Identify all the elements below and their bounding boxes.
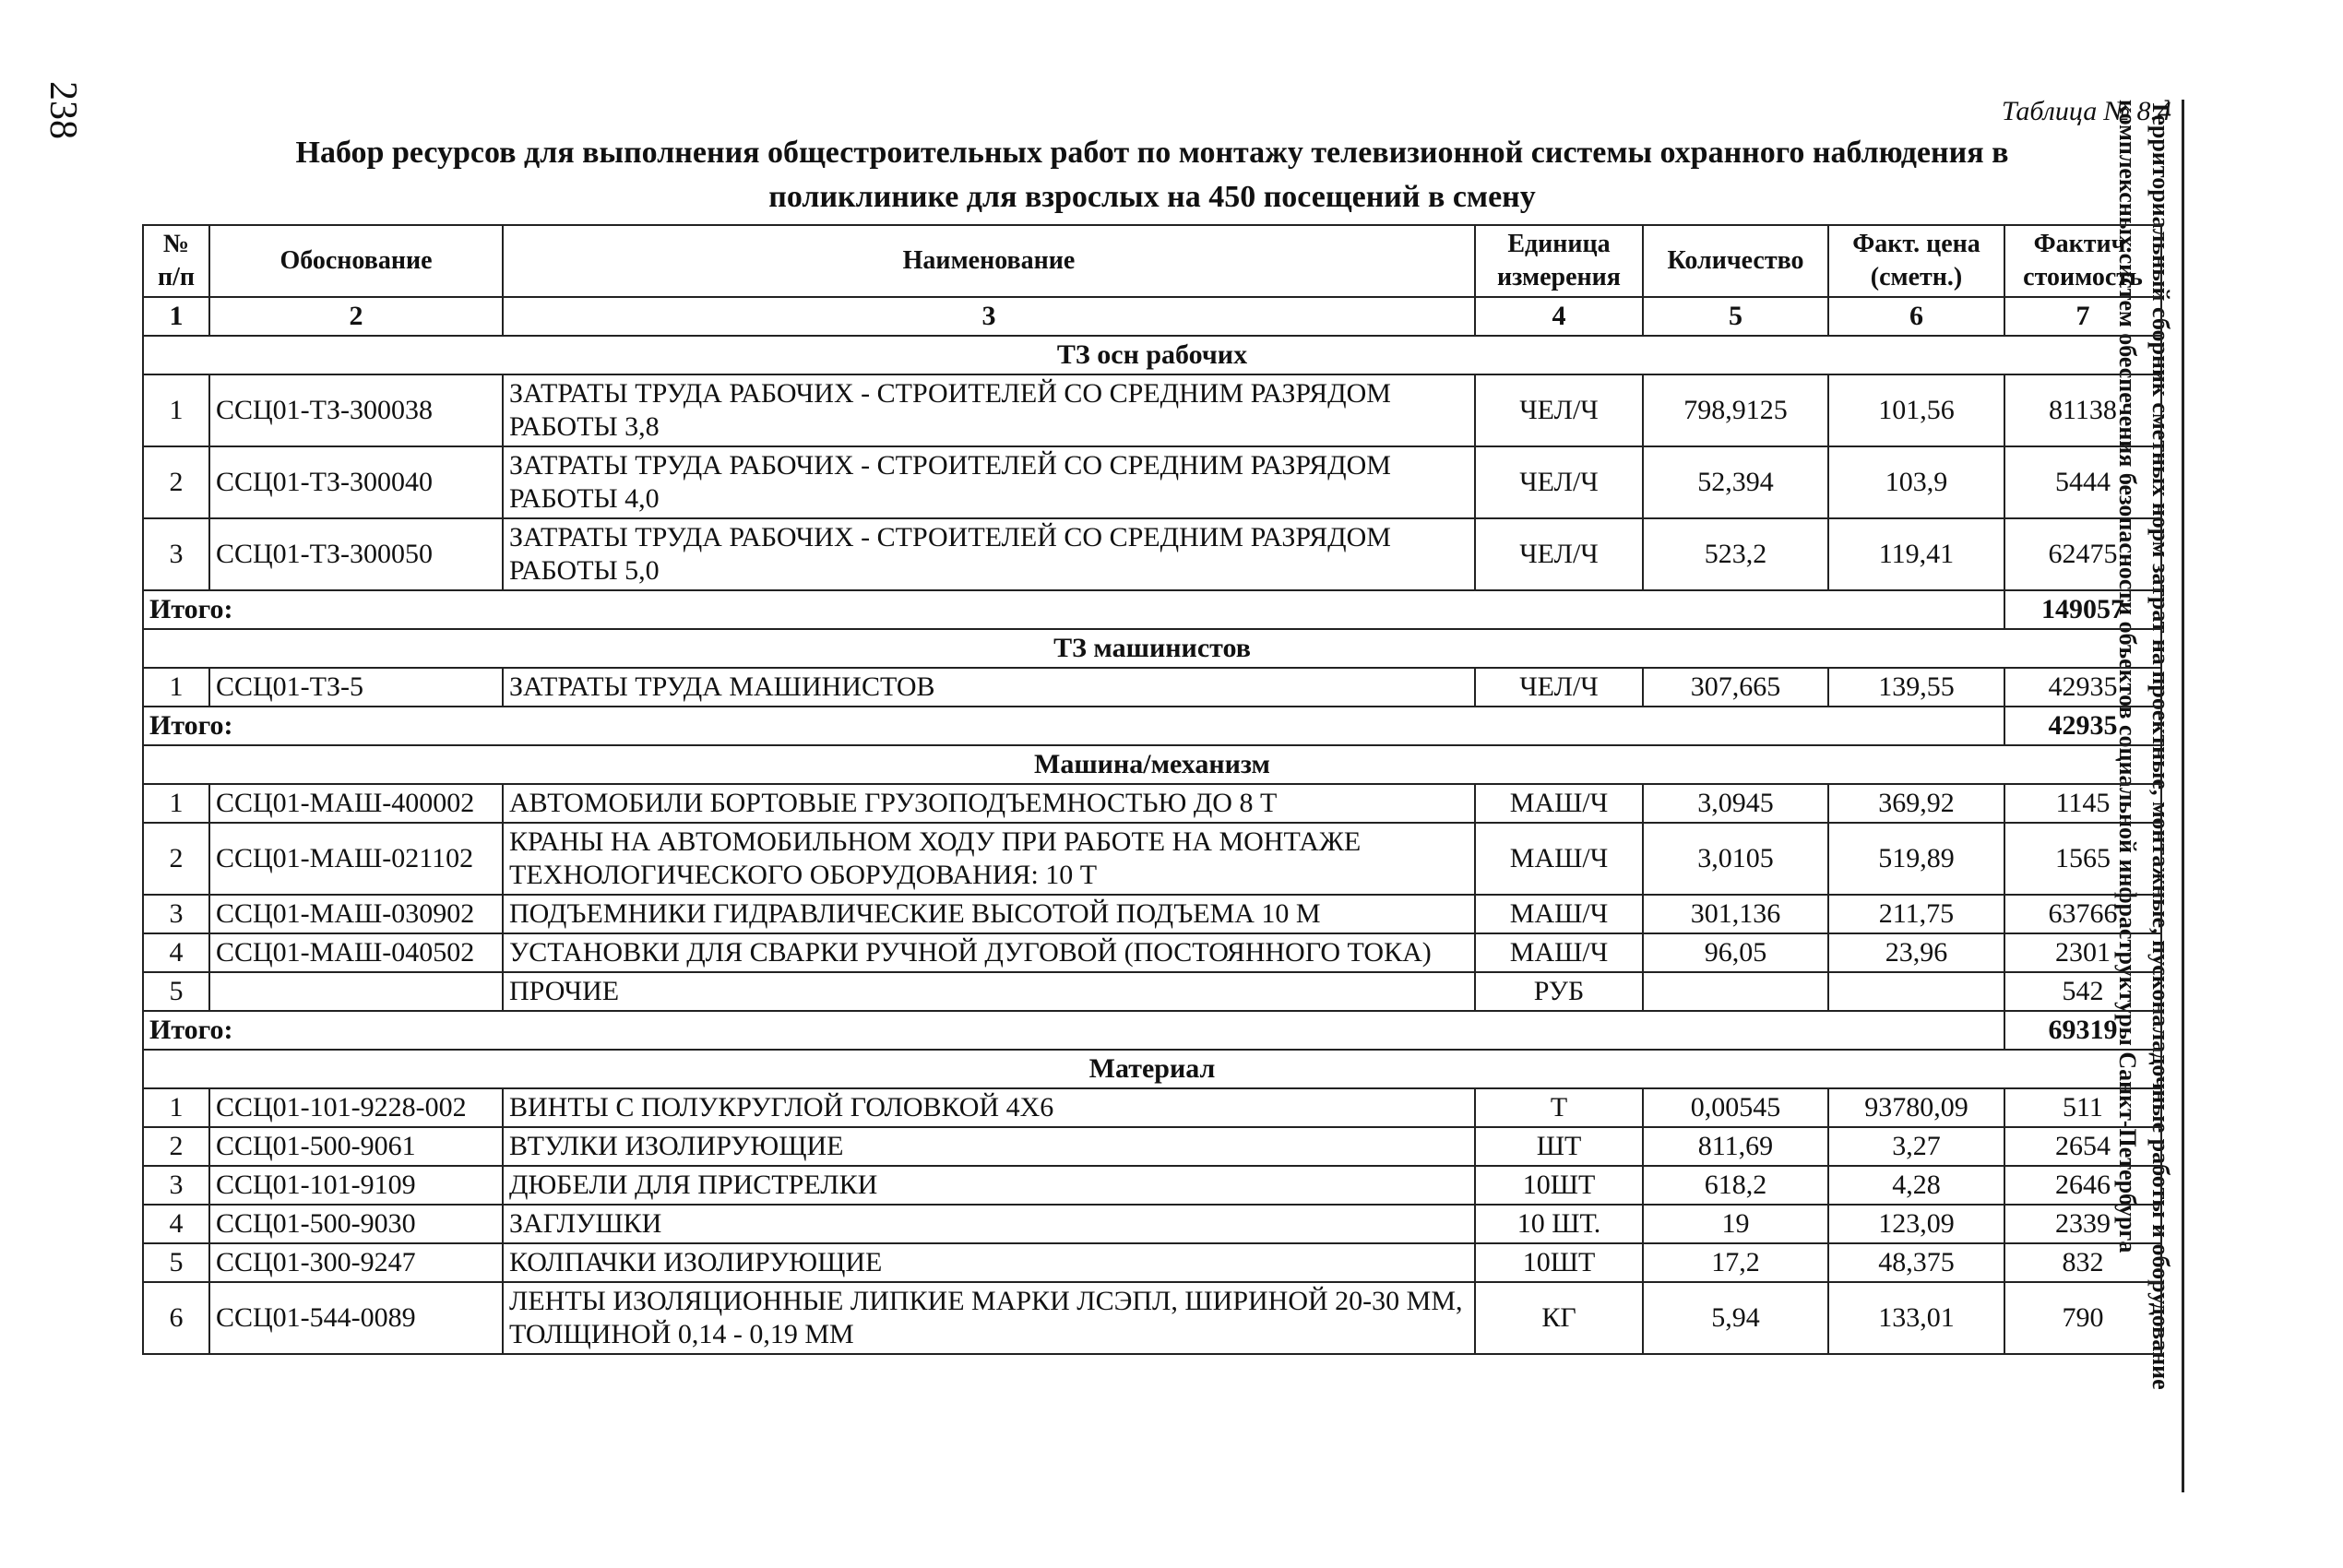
row-basis: ССЦ01-544-0089 <box>209 1282 503 1354</box>
row-price: 48,375 <box>1828 1243 2004 1282</box>
row-unit: Т <box>1475 1088 1643 1127</box>
row-quantity: 301,136 <box>1643 895 1828 933</box>
row-quantity: 3,0105 <box>1643 823 1828 895</box>
row-number: 5 <box>143 972 209 1011</box>
row-number: 3 <box>143 518 209 590</box>
row-number: 2 <box>143 823 209 895</box>
row-unit: 10ШТ <box>1475 1166 1643 1205</box>
section-title: Машина/механизм <box>143 745 2161 784</box>
row-unit: ШТ <box>1475 1127 1643 1166</box>
section-title-row <box>143 745 2161 784</box>
row-basis: ССЦ01-ТЗ-5 <box>209 668 503 707</box>
column-number: 5 <box>1643 297 1828 336</box>
section-title: Материал <box>143 1050 2161 1088</box>
row-number: 1 <box>143 784 209 823</box>
row-unit: КГ <box>1475 1282 1643 1354</box>
row-quantity: 52,394 <box>1643 446 1828 518</box>
table-row <box>143 784 2161 823</box>
margin-rule <box>2182 100 2184 1492</box>
header-cost: Фактич. стоимость <box>2004 225 2161 297</box>
row-name: АВТОМОБИЛИ БОРТОВЫЕ ГРУЗОПОДЪЕМНОСТЬЮ ДО 8 Т <box>503 784 1475 823</box>
header-num: № п/п <box>143 225 209 297</box>
row-cost: 542 <box>2004 972 2161 1011</box>
row-number: 1 <box>143 1088 209 1127</box>
section-title: ТЗ машинистов <box>143 629 2161 668</box>
section-title-row <box>143 336 2161 374</box>
column-number: 3 <box>503 297 1475 336</box>
row-quantity: 19 <box>1643 1205 1828 1243</box>
row-quantity: 523,2 <box>1643 518 1828 590</box>
row-cost: 790 <box>2004 1282 2161 1354</box>
total-label: Итого: <box>143 1011 2004 1050</box>
total-row <box>143 590 2161 629</box>
row-quantity: 5,94 <box>1643 1282 1828 1354</box>
table-row <box>143 823 2161 895</box>
row-number: 3 <box>143 895 209 933</box>
row-unit: ЧЕЛ/Ч <box>1475 446 1643 518</box>
row-price: 93780,09 <box>1828 1088 2004 1127</box>
total-row <box>143 707 2161 745</box>
total-row <box>143 1011 2161 1050</box>
row-basis: ССЦ01-МАШ-030902 <box>209 895 503 933</box>
table-row <box>143 1205 2161 1243</box>
row-number: 1 <box>143 374 209 446</box>
running-head-line-1: Территориальный сборник сметных норм затрат на проектные, монтажные, пусконаладочные работы и оборудование <box>2147 100 2174 1390</box>
row-name: ЗАГЛУШКИ <box>503 1205 1475 1243</box>
row-cost: 1145 <box>2004 784 2161 823</box>
row-unit: ЧЕЛ/Ч <box>1475 518 1643 590</box>
row-price: 139,55 <box>1828 668 2004 707</box>
row-cost: 2339 <box>2004 1205 2161 1243</box>
table-label: Таблица № 8.4 <box>2001 96 2171 126</box>
row-price: 3,27 <box>1828 1127 2004 1166</box>
row-basis: ССЦ01-ТЗ-300038 <box>209 374 503 446</box>
row-name: КРАНЫ НА АВТОМОБИЛЬНОМ ХОДУ ПРИ РАБОТЕ НА МОНТАЖЕ ТЕХНОЛОГИЧЕСКОГО ОБОРУДОВАНИЯ: 10 Т <box>503 823 1475 895</box>
row-cost: 42935 <box>2004 668 2161 707</box>
page-number: 238 <box>42 81 84 139</box>
row-quantity: 811,69 <box>1643 1127 1828 1166</box>
table-row <box>143 446 2161 518</box>
table-row <box>143 933 2161 972</box>
row-quantity: 96,05 <box>1643 933 1828 972</box>
row-cost: 832 <box>2004 1243 2161 1282</box>
row-price: 211,75 <box>1828 895 2004 933</box>
table-row <box>143 1166 2161 1205</box>
column-number: 1 <box>143 297 209 336</box>
header-basis: Обоснование <box>209 225 503 297</box>
column-number: 6 <box>1828 297 2004 336</box>
row-cost: 63766 <box>2004 895 2161 933</box>
table-row <box>143 1243 2161 1282</box>
row-basis: ССЦ01-ТЗ-300050 <box>209 518 503 590</box>
column-number: 4 <box>1475 297 1643 336</box>
row-unit: РУБ <box>1475 972 1643 1011</box>
header-qty: Количество <box>1643 225 1828 297</box>
total-value: 42935 <box>2004 707 2161 745</box>
row-name: ПОДЪЕМНИКИ ГИДРАВЛИЧЕСКИЕ ВЫСОТОЙ ПОДЪЕМА 10 М <box>503 895 1475 933</box>
row-unit: ЧЕЛ/Ч <box>1475 374 1643 446</box>
row-basis: ССЦ01-МАШ-021102 <box>209 823 503 895</box>
row-basis: ССЦ01-МАШ-400002 <box>209 784 503 823</box>
total-label: Итого: <box>143 707 2004 745</box>
total-value: 69319 <box>2004 1011 2161 1050</box>
row-name: ПРОЧИЕ <box>503 972 1475 1011</box>
row-quantity: 17,2 <box>1643 1243 1828 1282</box>
table-row <box>143 895 2161 933</box>
table-body <box>143 336 2161 1354</box>
row-name: ВИНТЫ С ПОЛУКРУГЛОЙ ГОЛОВКОЙ 4Х6 <box>503 1088 1475 1127</box>
table-row <box>143 1127 2161 1166</box>
row-number: 4 <box>143 933 209 972</box>
column-number: 7 <box>2004 297 2161 336</box>
running-head-line-2: комплексных систем обеспечения безопасности объектов социальной инфраструктуры Санкт-Петербурга <box>2114 100 2141 1253</box>
row-name: УСТАНОВКИ ДЛЯ СВАРКИ РУЧНОЙ ДУГОВОЙ (ПОСТОЯННОГО ТОКА) <box>503 933 1475 972</box>
row-quantity <box>1643 972 1828 1011</box>
row-cost: 62475 <box>2004 518 2161 590</box>
row-unit: МАШ/Ч <box>1475 784 1643 823</box>
row-quantity: 618,2 <box>1643 1166 1828 1205</box>
row-price: 101,56 <box>1828 374 2004 446</box>
row-price: 23,96 <box>1828 933 2004 972</box>
row-price: 519,89 <box>1828 823 2004 895</box>
row-name: ЗАТРАТЫ ТРУДА РАБОЧИХ - СТРОИТЕЛЕЙ СО СРЕДНИМ РАЗРЯДОМ РАБОТЫ 4,0 <box>503 446 1475 518</box>
row-price: 133,01 <box>1828 1282 2004 1354</box>
row-basis: ССЦ01-МАШ-040502 <box>209 933 503 972</box>
row-basis: ССЦ01-101-9109 <box>209 1166 503 1205</box>
header-row <box>143 225 2161 297</box>
title-line-2: поликлинике для взрослых на 450 посещений в смену <box>768 180 1536 214</box>
row-name: ЗАТРАТЫ ТРУДА РАБОЧИХ - СТРОИТЕЛЕЙ СО СРЕДНИМ РАЗРЯДОМ РАБОТЫ 3,8 <box>503 374 1475 446</box>
header-price: Факт. цена (сметн.) <box>1828 225 2004 297</box>
row-unit: МАШ/Ч <box>1475 823 1643 895</box>
row-cost: 511 <box>2004 1088 2161 1127</box>
row-name: ВТУЛКИ ИЗОЛИРУЮЩИЕ <box>503 1127 1475 1166</box>
column-number-row <box>143 297 2161 336</box>
row-name: ЗАТРАТЫ ТРУДА МАШИНИСТОВ <box>503 668 1475 707</box>
row-basis: ССЦ01-300-9247 <box>209 1243 503 1282</box>
section-title-row <box>143 1050 2161 1088</box>
row-price: 119,41 <box>1828 518 2004 590</box>
row-unit: ЧЕЛ/Ч <box>1475 668 1643 707</box>
row-name: ЗАТРАТЫ ТРУДА РАБОЧИХ - СТРОИТЕЛЕЙ СО СРЕДНИМ РАЗРЯДОМ РАБОТЫ 5,0 <box>503 518 1475 590</box>
row-price: 4,28 <box>1828 1166 2004 1205</box>
row-cost: 2646 <box>2004 1166 2161 1205</box>
title-line-1: Набор ресурсов для выполнения общестроительных работ по монтажу телевизионной системы охранного наблюдения в <box>295 136 2009 170</box>
row-number: 4 <box>143 1205 209 1243</box>
row-unit: 10 ШТ. <box>1475 1205 1643 1243</box>
resources-table <box>142 224 2162 1355</box>
table-row <box>143 972 2161 1011</box>
row-basis: ССЦ01-ТЗ-300040 <box>209 446 503 518</box>
row-quantity: 0,00545 <box>1643 1088 1828 1127</box>
row-name: КОЛПАЧКИ ИЗОЛИРУЮЩИЕ <box>503 1243 1475 1282</box>
table-row <box>143 1088 2161 1127</box>
row-unit: МАШ/Ч <box>1475 933 1643 972</box>
page-title <box>142 131 2162 220</box>
row-basis: ССЦ01-101-9228-002 <box>209 1088 503 1127</box>
column-number: 2 <box>209 297 503 336</box>
row-basis: ССЦ01-500-9030 <box>209 1205 503 1243</box>
row-unit: 10ШТ <box>1475 1243 1643 1282</box>
row-cost: 81138 <box>2004 374 2161 446</box>
row-quantity: 798,9125 <box>1643 374 1828 446</box>
table-row <box>143 1282 2161 1354</box>
total-value: 149057 <box>2004 590 2161 629</box>
row-price: 123,09 <box>1828 1205 2004 1243</box>
row-basis: ССЦ01-500-9061 <box>209 1127 503 1166</box>
section-title: ТЗ осн рабочих <box>143 336 2161 374</box>
row-price <box>1828 972 2004 1011</box>
row-basis <box>209 972 503 1011</box>
row-cost: 1565 <box>2004 823 2161 895</box>
row-price: 103,9 <box>1828 446 2004 518</box>
row-number: 2 <box>143 446 209 518</box>
row-cost: 5444 <box>2004 446 2161 518</box>
section-title-row <box>143 629 2161 668</box>
row-name: ДЮБЕЛИ ДЛЯ ПРИСТРЕЛКИ <box>503 1166 1475 1205</box>
header-name: Наименование <box>503 225 1475 297</box>
row-number: 1 <box>143 668 209 707</box>
row-price: 369,92 <box>1828 784 2004 823</box>
row-number: 5 <box>143 1243 209 1282</box>
row-quantity: 3,0945 <box>1643 784 1828 823</box>
row-name: ЛЕНТЫ ИЗОЛЯЦИОННЫЕ ЛИПКИЕ МАРКИ ЛСЭПЛ, ШИРИНОЙ 20-30 ММ, ТОЛЩИНОЙ 0,14 - 0,19 ММ <box>503 1282 1475 1354</box>
row-number: 2 <box>143 1127 209 1166</box>
row-cost: 2301 <box>2004 933 2161 972</box>
row-number: 3 <box>143 1166 209 1205</box>
row-unit: МАШ/Ч <box>1475 895 1643 933</box>
table-row <box>143 374 2161 446</box>
row-number: 6 <box>143 1282 209 1354</box>
header-unit: Единица измерения <box>1475 225 1643 297</box>
row-quantity: 307,665 <box>1643 668 1828 707</box>
table-row <box>143 518 2161 590</box>
table-row <box>143 668 2161 707</box>
row-cost: 2654 <box>2004 1127 2161 1166</box>
total-label: Итого: <box>143 590 2004 629</box>
